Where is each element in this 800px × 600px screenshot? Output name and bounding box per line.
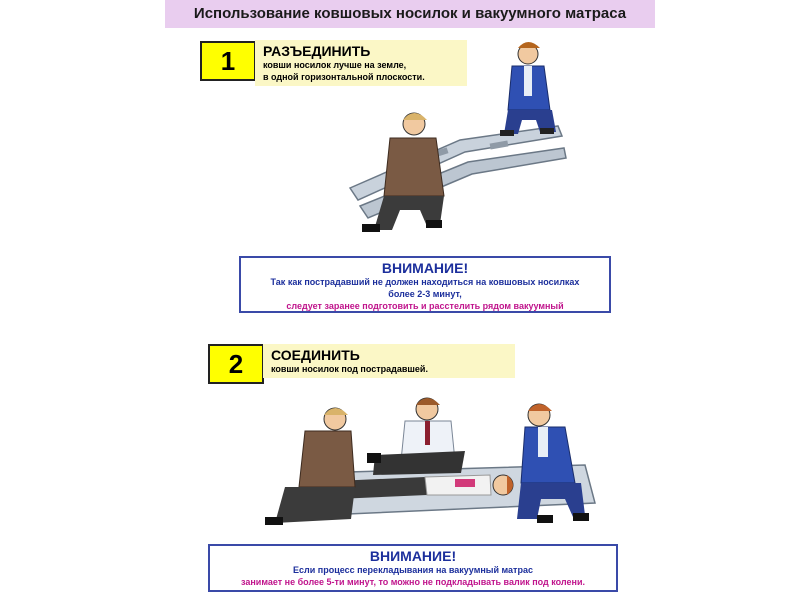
warning-2-line-2: занимает не более 5-ти минут, то можно не подкладывать валик под колени. — [241, 577, 585, 587]
step-1-line-2: в одной горизонтальной плоскости. — [263, 72, 425, 82]
step-2-line-1: ковши носилок под пострадавшей. — [271, 364, 428, 374]
rescuer-white-shirt-icon — [367, 398, 465, 475]
step-1-number: 1 — [200, 41, 256, 81]
warning-box-2 — [208, 544, 618, 592]
step-1-line-1: ковши носилок лучше на земле, — [263, 60, 407, 70]
warning-1-line-3: следует заранее подготовить и расстелить рядом вакуумный — [286, 301, 564, 311]
warning-1-line-1: Так как пострадавший не должен находиться на ковшовых носилках — [270, 277, 580, 287]
rescuer-blue-vest-icon — [500, 42, 556, 136]
warning-box-1 — [239, 256, 611, 313]
stretcher-separation-illustration — [340, 40, 570, 240]
warning-2-title: ВНИМАНИЕ! — [369, 548, 457, 564]
stretcher-joining-illustration — [255, 395, 610, 535]
warning-2-line-1: Если процесс перекладывания на вакуумный матрас — [293, 565, 533, 575]
warning-1-line-2: более 2-3 минут, — [388, 289, 462, 299]
step-2-number: 2 — [208, 344, 264, 384]
page-title: Использование ковшовых носилок и вакуумного матраса — [193, 5, 627, 22]
step-1-title: РАЗЪЕДИНИТЬ — [263, 43, 371, 59]
step-2-instruction — [263, 344, 515, 378]
rescuer-brown-jacket-icon — [265, 408, 355, 525]
warning-1-title: ВНИМАНИЕ! — [381, 260, 469, 276]
step-2-title: СОЕДИНИТЬ — [271, 347, 360, 363]
page-title-bar — [165, 0, 655, 28]
